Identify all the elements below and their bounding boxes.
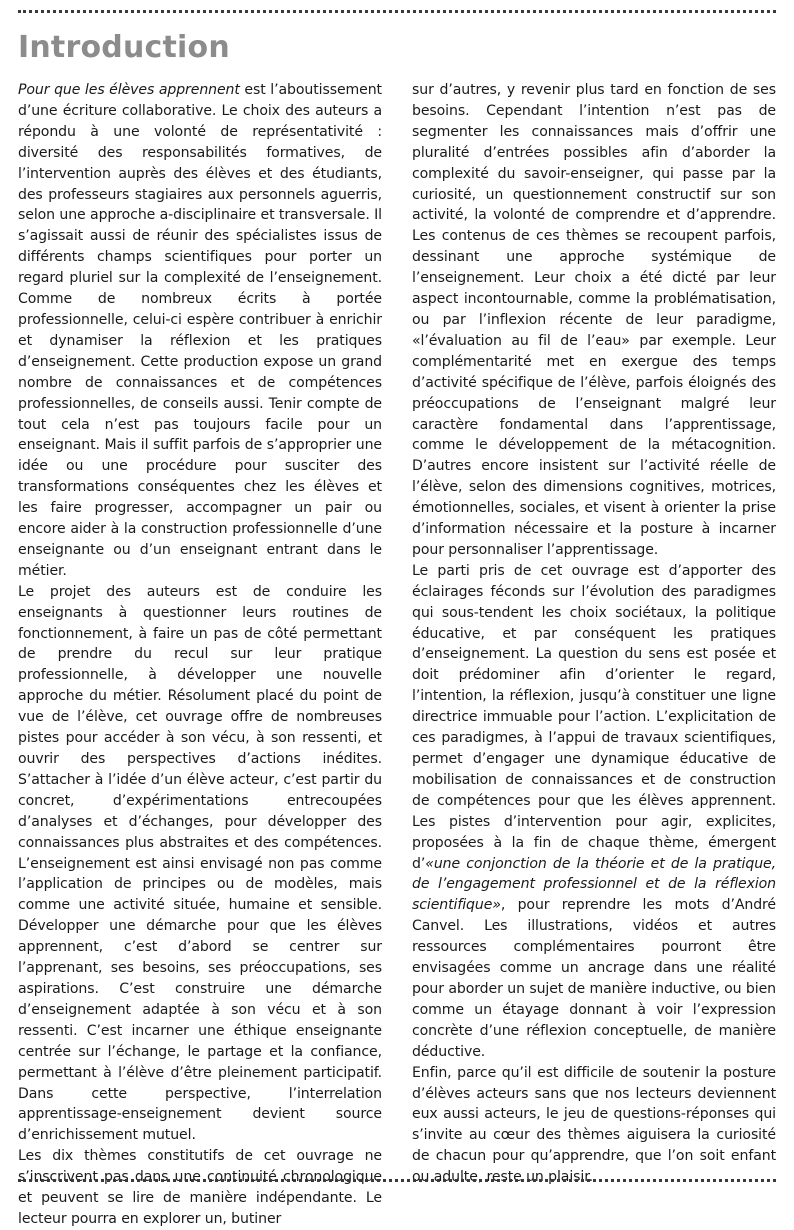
paragraph-5-text-b: , pour reprendre les mots d’André Canvel. Les illustrations, vidéos et autres ressources complémentaires pourront être envisagées comme un ancrage dans une réalité pour aborder un sujet de manière inductive, ou bien comme un étayage donnant à voir l’expression concrète d’une réflexion conceptuelle, de manière déductive. [412,897,776,1060]
paragraph-5 [412,561,776,1063]
top-dotted-rule [18,10,776,13]
left-text-column [18,80,382,1230]
canvel-quote: «une conjonction de la théorie et de la pratique, de l’engagement professionnel et de la réflexion scientifique» [412,855,776,914]
book-title-italic: Pour que les élèves apprennent [18,82,240,98]
paragraph-4: sur d’autres, y revenir plus tard en fonction de ses besoins. Cependant l’intention n’est pas de segmenter les connaissances mais d’offrir une pluralité d’entrées possibles afin d’aborder la complexité du savoir-enseigner, qui passe par la curiosité, un questionnement constructif sur son activité, la volonté de comprendre et d’apprendre. Les contenus de ces thèmes se recoupent parfois, dessinant une approche systémique de l’enseignement. Leur choix a été dicté par leur aspect incontournable, comme la problématisation, ou par l’inflexion récente de leur paradigme, «l’évaluation au fil de l’eau» par exemple. Leur complémentarité met en exergue des temps d’activité spécifique de l’élève, parfois éloignés des préoccupations de l’enseignant malgré leur caractère fondamental dans l’apprentissage, comme le développement de la métacognition. D’autres encore insistent sur l’activité réelle de l’élève, selon des dimensions cognitives, motrices, émotionnelles, sociales, et visent à orienter la prise d’information nécessaire et la posture à incarner pour personnaliser l’apprentissage. [412,82,776,558]
paragraph-1-text: est l’aboutissement d’une écriture collaborative. Le choix des auteurs a répondu à une volonté de représentativité : diversité des responsabilités formatives, de l’intervention auprès des élèves et des étudiants, des professeurs stagiaires aux personnels aguerris, selon une approche a-disciplinaire et transversale. Il s’agissait aussi de réunir des spécialistes issus de différents champs scientifiques pour porter un regard pluriel sur la complexité de l’enseignement. Comme de nombreux écrits à portée professionnelle, celui-ci espère contribuer à enrichir et dynamiser la réflexion et les pratiques d’enseignement. Cette production expose un grand nombre de connaissances et de compétences professionnelles, de conseils aussi. Tenir compte de tout cela n’est pas toujours facile pour un enseignant. Mais il suffit parfois de s’approprier une idée ou une procédure pour susciter des transformations conséquentes chez les élèves et les faire progresser, accompagner un pair ou encore aider à la construction professionnelle d’une enseignante ou d’un enseignant entrant dans le métier. [18,82,382,579]
paragraph-6: Enfin, parce qu’il est difficile de soutenir la posture d’élèves acteurs sans que nos lecteurs deviennent eux aussi acteurs, le jeu de questions-réponses qui s’invite au cœur des thèmes aiguisera la curiosité de chacun pour qu’apprendre, que l’on soit enfant ou adulte, reste un plaisir. [412,1064,776,1186]
paragraph-3: Les dix thèmes constitutifs de cet ouvrage ne s’inscrivent pas dans une continuité chronologique et peuvent se lire de manière indépendante. Le lecteur pourra en explorer un, butiner [18,1148,382,1227]
paragraph-2: Le projet des auteurs est de conduire les enseignants à questionner leurs routines de fonctionnement, à faire un pas de côté permettant de prendre du recul sur leur pratique professionnelle, à développer une nouvelle approche du métier. Résolument placé du point de vue de l’élève, cet ouvrage offre de nombreuses pistes pour accéder à son vécu, à son ressenti, et ouvrir des perspectives d’actions inédites. S’attacher à l’idée d’un élève acteur, c’est partir du concret, d’expérimentations entrecoupées d’analyses et d’échanges, pour développer des connaissances plus abstraites et des compétences. L’enseignement est ainsi envisagé non pas comme l’application de principes ou de modèles, mais comme une activité située, humaine et sensible. Développer une démarche pour que les élèves apprennent, c’est d’abord se centrer sur l’apprenant, ses besoins, ses préoccupations, ses aspirations. C’est construire une démarche d’enseignement adaptée à son vécu et à son ressenti. C’est incarner une éthique enseignante centrée sur l’échange, le partage et la confiance, permettant à l’élève d’être pleinement participatif. Dans cette perspective, l’interrelation apprentissage-enseignement devient source d’enrichissement mutuel. [18,583,382,1144]
paragraph-1 [18,80,382,582]
bottom-dotted-rule [18,1179,776,1182]
paragraph-5-text-a: Le parti pris de cet ouvrage est d’apporter des éclairages féconds sur l’évolution des paradigmes qui sous-tendent les choix sociétaux, la politique éducative, et par conséquent les pratiques d’enseignement. La question du sens est posée et doit prédominer afin d’orienter le regard, l’intention, la réflexion, jusqu’à constituer une ligne directrice immuable pour l’action. L’explicitation de ces paradigmes, à l’appui de travaux scientifiques, permet d’engager une dynamique éducative de mobilisation de connaissances et de construction de compétences pour que les élèves apprennent. Les pistes d’intervention pour agir, explicites, proposées à la fin de chaque thème, émergent d’ [412,562,776,872]
right-text-column [412,80,776,1188]
page-title: Introduction [18,30,230,65]
